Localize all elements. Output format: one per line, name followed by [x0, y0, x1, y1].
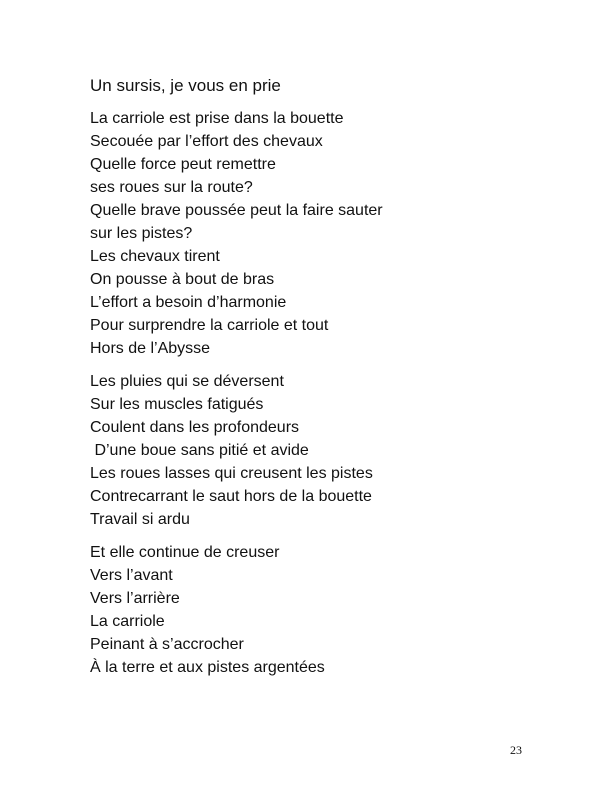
poem-line: Vers l’avant — [90, 567, 173, 584]
poem-line: ses roues sur la route? — [90, 179, 253, 196]
poem — [90, 74, 570, 689]
poem-line: Les pluies qui se déversent — [90, 373, 284, 390]
poem-line: La carriole est prise dans la bouette — [90, 110, 344, 127]
poem-line: Quelle force peut remettre — [90, 156, 276, 173]
poem-line: Et elle continue de creuser — [90, 544, 280, 561]
stanza-3 — [90, 541, 570, 679]
poem-line: Contrecarrant le saut hors de la bouette — [90, 488, 372, 505]
poem-line: Pour surprendre la carriole et tout — [90, 317, 329, 334]
poem-line: Coulent dans les profondeurs — [90, 419, 300, 436]
page-number: 23 — [510, 743, 522, 757]
poem-line: Les chevaux tirent — [90, 248, 220, 265]
poem-line: Vers l’arrière — [90, 590, 180, 607]
poem-line: Quelle brave poussée peut la faire sauter — [90, 202, 383, 219]
poem-line: Travail si ardu — [90, 511, 190, 528]
poem-line: Peinant à s’accrocher — [90, 636, 244, 653]
stanza-2 — [90, 370, 570, 531]
poem-title: Un sursis, je vous en prie — [90, 76, 281, 95]
poem-line: À la terre et aux pistes argentées — [90, 659, 325, 676]
poem-line: L’effort a besoin d’harmonie — [90, 294, 287, 311]
poem-line: Secouée par l’effort des chevaux — [90, 133, 323, 150]
poem-line: La carriole — [90, 613, 165, 630]
poem-line: sur les pistes? — [90, 225, 193, 242]
poem-line: Les roues lasses qui creusent les pistes — [90, 465, 373, 482]
poem-line: D’une boue sans pitié et avide — [90, 442, 309, 459]
poem-line: Sur les muscles fatigués — [90, 396, 264, 413]
poem-line: On pousse à bout de bras — [90, 271, 275, 288]
stanza-1 — [90, 107, 570, 360]
poem-line: Hors de l’Abysse — [90, 340, 211, 357]
